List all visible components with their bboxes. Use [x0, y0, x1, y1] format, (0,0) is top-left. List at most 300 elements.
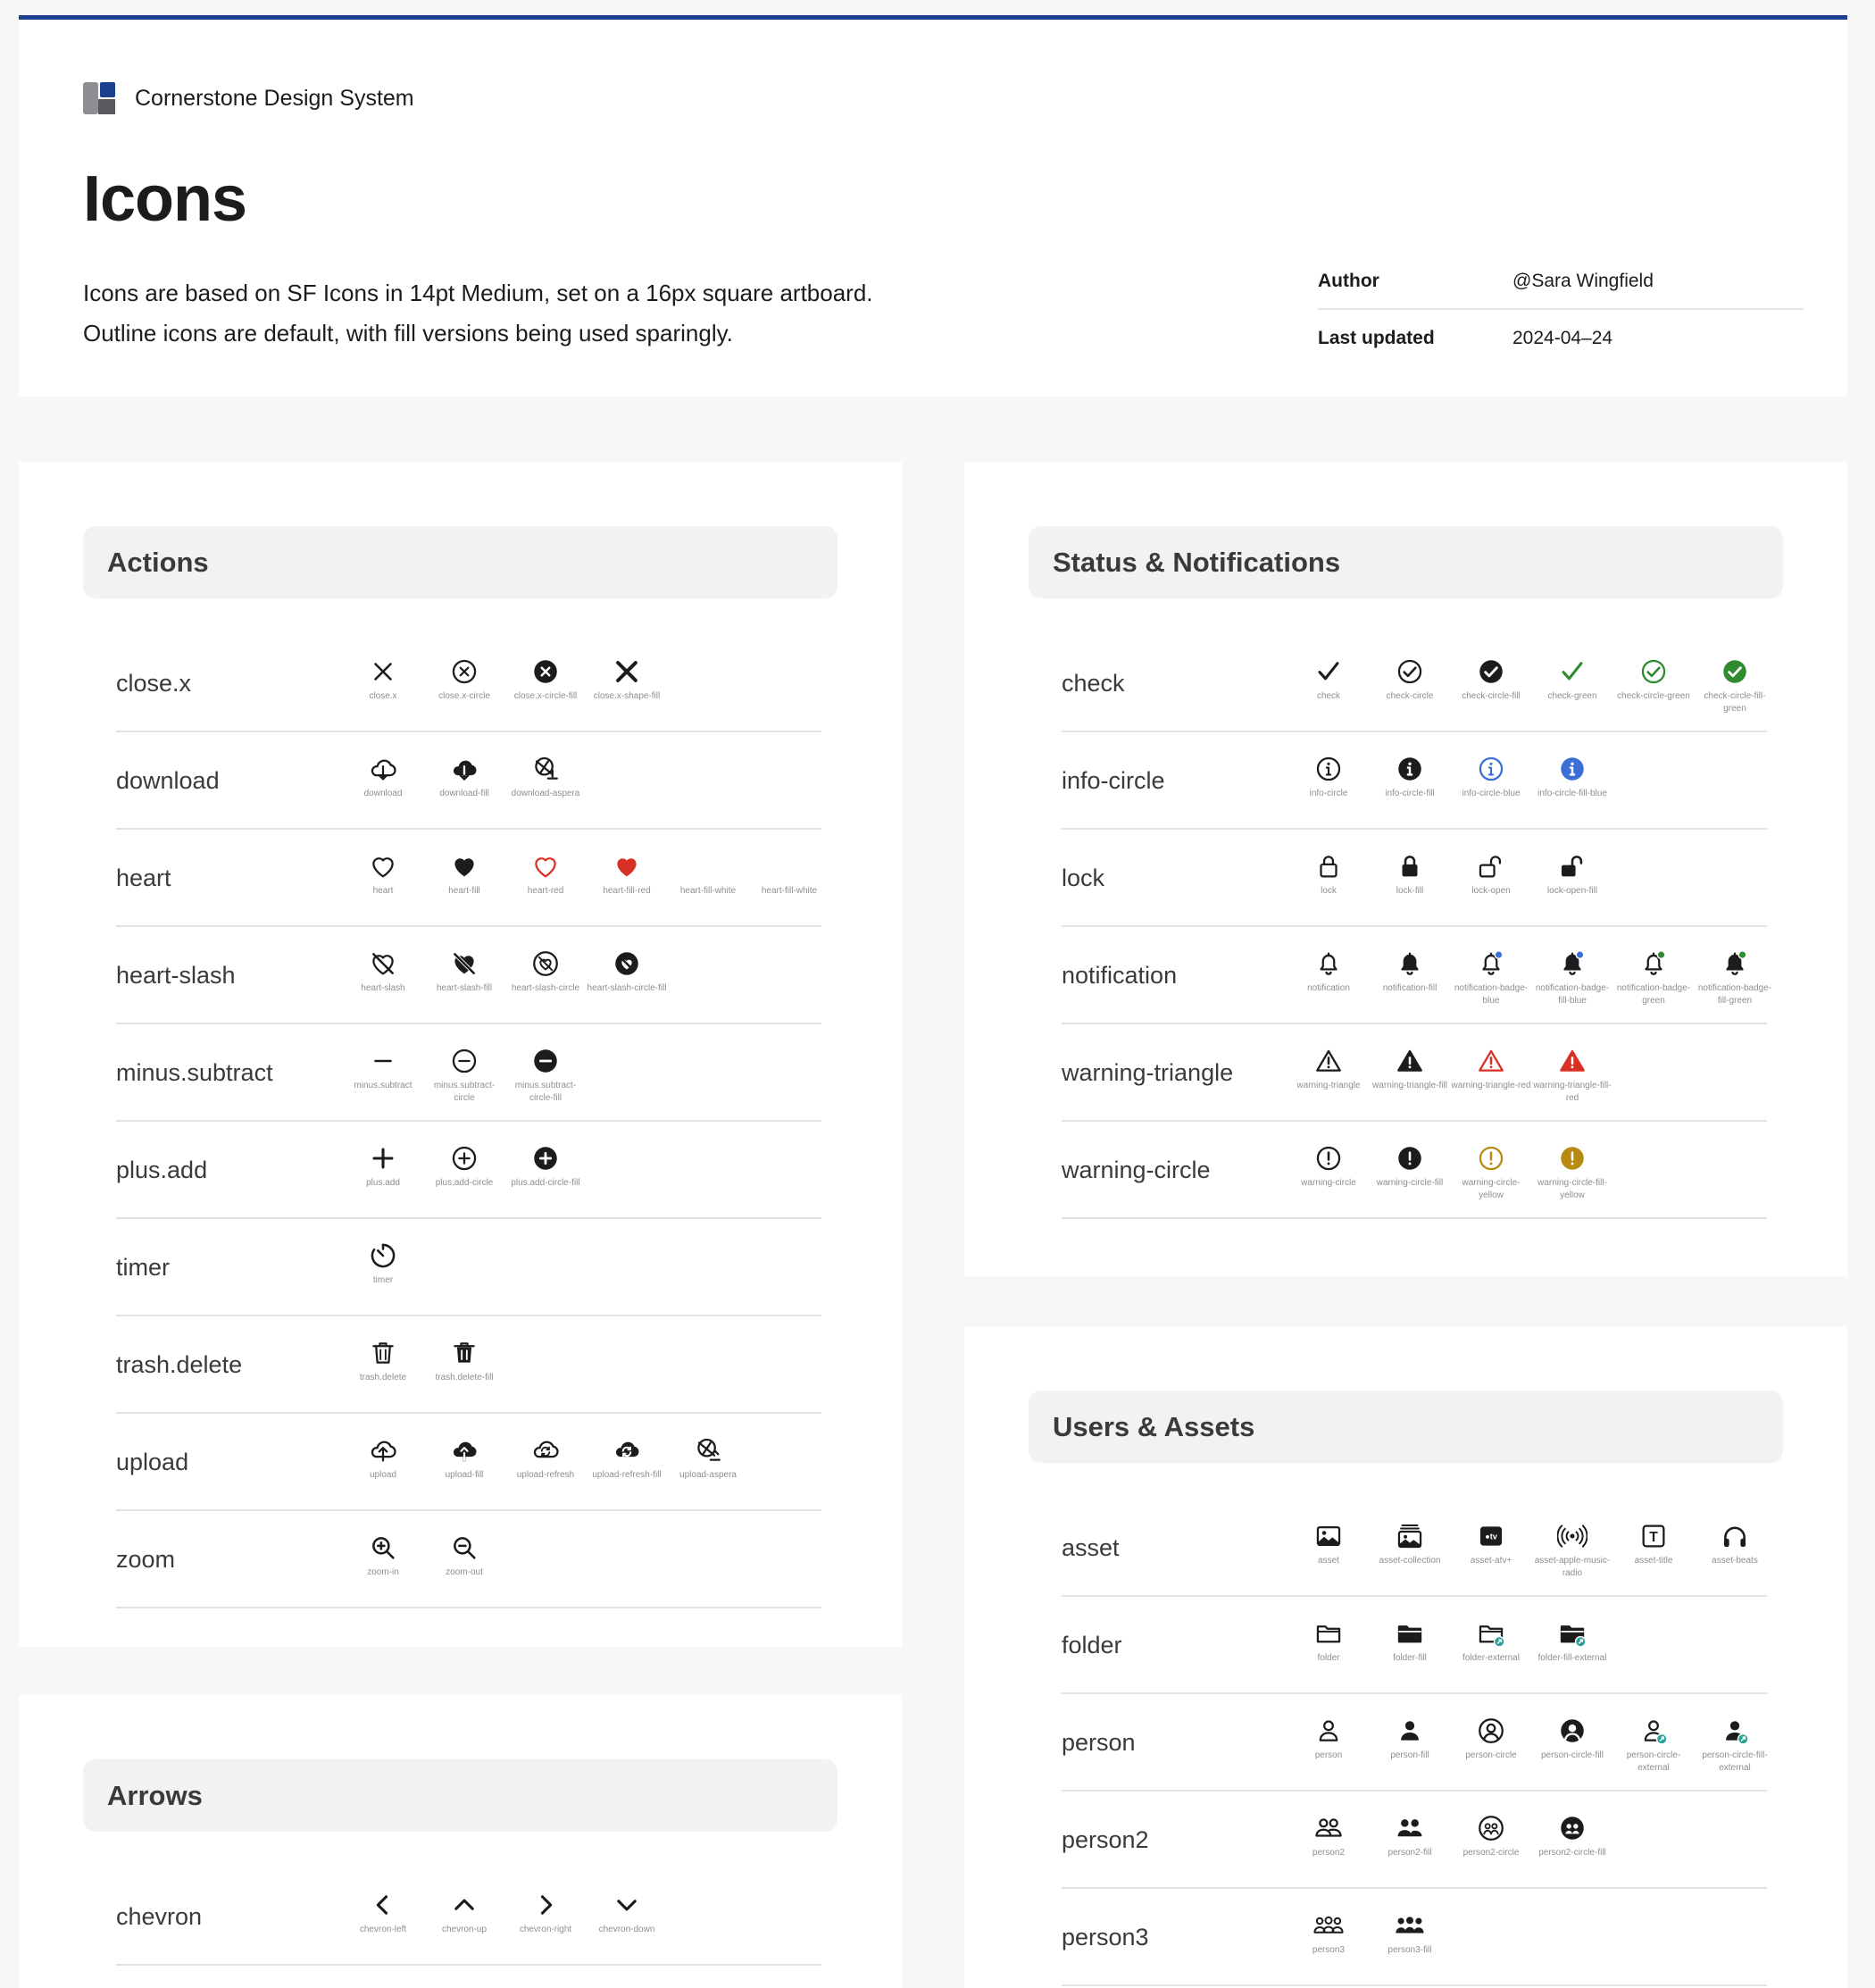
icon-caption: folder-fill — [1393, 1653, 1427, 1663]
icon-tile[interactable] — [1613, 948, 1694, 1007]
plus.add-circle-fill-icon — [530, 1143, 561, 1174]
icon-caption: heart — [372, 886, 394, 896]
icon-caption: asset-collection — [1379, 1556, 1441, 1566]
person-circle-external-icon — [1638, 1716, 1669, 1746]
icon-caption: check-green — [1547, 691, 1597, 701]
icon-caption: heart-slash-circle-fill — [587, 983, 667, 993]
icon-caption: person-circle-fill-external — [1702, 1750, 1768, 1773]
asset-title-icon — [1638, 1521, 1669, 1551]
icon-caption: person3 — [1312, 1945, 1346, 1955]
person3-fill-icon — [1395, 1910, 1425, 1941]
icon-tile[interactable] — [1370, 1521, 1450, 1567]
icon-caption: warning-circle-yellow — [1462, 1178, 1521, 1200]
icon-tile[interactable] — [1532, 754, 1612, 800]
icon-row-trash-delete — [116, 1316, 821, 1414]
asset-atv+-icon — [1476, 1521, 1506, 1551]
icon-tile[interactable] — [1695, 656, 1775, 715]
icon-tile[interactable] — [1451, 851, 1531, 898]
icon-caption: warning-triangle-red — [1451, 1081, 1531, 1090]
icon-caption: upload-aspera — [679, 1470, 737, 1480]
icon-rows — [1062, 635, 1772, 1219]
icon-caption: plus.add-circle-fill — [511, 1178, 580, 1188]
close.x-circle-icon — [449, 656, 479, 687]
upload-refresh-fill-icon — [612, 1435, 642, 1466]
description-line-2: Outline icons are default, with fill versions being used sparingly. — [83, 320, 733, 347]
heart-slash-circle-fill-icon — [612, 948, 642, 979]
icon-tile[interactable] — [1451, 1618, 1531, 1665]
icon-tile[interactable] — [424, 1435, 504, 1482]
download-aspera-icon — [530, 754, 561, 784]
icon-row-minus-subtract — [116, 1024, 821, 1122]
icon-caption: warning-triangle-fill-red — [1533, 1081, 1612, 1103]
icon-row-label: warning-triangle — [1062, 1059, 1234, 1086]
icon-tile[interactable] — [1451, 1716, 1531, 1762]
icon-tile[interactable] — [1370, 656, 1450, 703]
icon-row-asset — [1062, 1499, 1767, 1597]
plus.add-icon — [368, 1143, 398, 1174]
person2-circle-icon — [1476, 1813, 1506, 1843]
icon-tile[interactable] — [1370, 1046, 1450, 1092]
check-circle-fill-icon — [1476, 656, 1506, 687]
icon-row-warning-circle — [1062, 1122, 1767, 1219]
icon-tile[interactable] — [424, 948, 504, 995]
section-header — [1029, 526, 1783, 598]
chevron-right-icon — [530, 1890, 561, 1920]
lock-fill-icon — [1395, 851, 1425, 881]
icon-row-label: minus.subtract — [116, 1059, 273, 1086]
icon-tile[interactable] — [587, 1435, 667, 1482]
icon-caption: heart-slash-circle — [511, 983, 580, 993]
icon-row-warning-triangle — [1062, 1024, 1767, 1122]
upload-aspera-icon — [693, 1435, 723, 1466]
icon-caption: trash.delete-fill — [435, 1373, 494, 1382]
icon-tile[interactable] — [1288, 851, 1369, 898]
icon-tile[interactable] — [1370, 1813, 1450, 1859]
icon-tile[interactable] — [1451, 1813, 1531, 1859]
icon-caption: heart-fill-white — [679, 886, 737, 896]
icon-caption: warning-circle-fill-yellow — [1538, 1178, 1607, 1200]
icon-caption: lock-fill — [1396, 886, 1424, 896]
timer-icon — [368, 1240, 398, 1271]
icon-caption: chevron-right — [519, 1925, 572, 1934]
zoom-out-icon — [449, 1533, 479, 1563]
folder-fill-external-icon — [1557, 1618, 1588, 1649]
icon-caption: person-circle-fill — [1540, 1750, 1604, 1760]
icon-rows — [116, 635, 821, 1608]
asset-beats-icon — [1720, 1521, 1750, 1551]
icon-caption: person — [1314, 1750, 1343, 1760]
heart-fill-red-icon — [612, 851, 642, 881]
icon-row-label: download — [116, 767, 220, 794]
icon-tile[interactable] — [1370, 851, 1450, 898]
icon-row-label: close.x — [116, 670, 192, 697]
upload-refresh-icon — [530, 1435, 561, 1466]
icon-tile[interactable] — [1370, 1910, 1450, 1957]
meta-key: Author — [1318, 270, 1379, 291]
icon-tile[interactable] — [587, 948, 667, 995]
info-circle-blue-icon — [1476, 754, 1506, 784]
icon-tile[interactable] — [749, 851, 829, 898]
minus.subtract-icon — [368, 1046, 398, 1076]
icon-caption: notification-fill — [1382, 983, 1438, 993]
icon-caption: chevron-up — [441, 1925, 488, 1934]
icon-tile[interactable] — [1288, 1716, 1369, 1762]
meta-value: 2024-04–24 — [1512, 327, 1613, 348]
brand-name: Cornerstone Design System — [135, 85, 414, 111]
icon-row-label: asset — [1062, 1534, 1120, 1561]
icon-tile[interactable] — [1370, 1143, 1450, 1190]
icon-tile[interactable] — [1370, 1618, 1450, 1665]
plus.add-circle-icon — [449, 1143, 479, 1174]
section-title: Arrows — [107, 1780, 203, 1811]
icon-row-lock — [1062, 830, 1767, 927]
icon-caption: asset-atv+ — [1470, 1556, 1512, 1566]
page-description — [83, 273, 873, 354]
icon-caption: heart-slash — [361, 983, 405, 993]
icon-row-heart-slash — [116, 927, 821, 1024]
meta-table — [1318, 254, 1804, 366]
icon-caption: heart-fill-red — [603, 886, 651, 896]
section-title: Status & Notifications — [1053, 547, 1341, 578]
icon-tile[interactable] — [424, 1533, 504, 1579]
notification-fill-icon — [1395, 948, 1425, 979]
icon-caption: notification-badge-fill-blue — [1535, 983, 1610, 1006]
icon-row-label: person3 — [1062, 1924, 1149, 1950]
icon-tile[interactable] — [1451, 1521, 1531, 1567]
icon-caption: info-circle-fill-blue — [1538, 789, 1607, 798]
icon-tile[interactable] — [1288, 754, 1369, 800]
person2-fill-icon — [1395, 1813, 1425, 1843]
icon-tile[interactable] — [1532, 1716, 1612, 1762]
icon-tile[interactable] — [343, 1143, 423, 1190]
icon-row-label: folder — [1062, 1632, 1122, 1658]
icon-row-upload — [116, 1414, 821, 1511]
icon-caption: folder-fill-external — [1538, 1653, 1607, 1663]
icon-caption: notification-badge-fill-green — [1697, 983, 1772, 1006]
page-title: Icons — [83, 163, 247, 235]
svg-text:T: T — [1649, 1530, 1658, 1546]
icon-caption: lock — [1321, 886, 1337, 896]
notification-badge-green-icon — [1638, 948, 1669, 979]
icon-caption: person-fill — [1390, 1750, 1429, 1760]
icon-tile[interactable] — [587, 851, 667, 898]
icon-caption: asset — [1318, 1556, 1339, 1566]
icon-caption: lock-open-fill — [1546, 886, 1598, 896]
icon-row-zoom — [116, 1511, 821, 1608]
icon-caption: person2-circle-fill — [1538, 1848, 1606, 1858]
icon-caption: minus.subtract — [354, 1081, 412, 1090]
status-notifications-panel — [964, 462, 1847, 1276]
heart-fill-white-icon — [693, 851, 723, 881]
icon-row-folder — [1062, 1597, 1767, 1694]
icon-row-label: check — [1062, 670, 1125, 697]
icon-row-check — [1062, 635, 1767, 732]
icon-caption: person2-circle — [1462, 1848, 1520, 1858]
icon-tile[interactable] — [343, 851, 423, 898]
icon-row-label: person — [1062, 1729, 1136, 1756]
icon-tile[interactable] — [343, 1338, 423, 1384]
icon-caption: zoom-out — [446, 1567, 483, 1577]
icon-tile[interactable] — [1532, 656, 1612, 703]
icon-caption: lock-open — [1471, 886, 1511, 896]
heart-icon — [368, 851, 398, 881]
asset-icon — [1313, 1521, 1344, 1551]
icon-caption: person-circle-external — [1626, 1750, 1681, 1773]
download-fill-icon — [449, 754, 479, 784]
icon-caption: warning-circle — [1301, 1178, 1356, 1188]
minus.subtract-circle-fill-icon — [530, 1046, 561, 1076]
person-circle-fill-icon — [1557, 1716, 1588, 1746]
icon-caption: info-circle-fill — [1385, 789, 1435, 798]
heart-fill-icon — [449, 851, 479, 881]
minus.subtract-circle-icon — [449, 1046, 479, 1076]
icon-tile[interactable] — [1370, 1716, 1450, 1762]
icon-rows — [116, 1868, 821, 1966]
heart-red-icon — [530, 851, 561, 881]
svg-text:●tv: ●tv — [1485, 1532, 1497, 1541]
icon-tile[interactable] — [424, 1143, 504, 1190]
icon-tile[interactable] — [505, 1435, 586, 1482]
icon-row-person3 — [1062, 1889, 1767, 1986]
icon-row-label: notification — [1062, 962, 1178, 989]
section-header — [83, 526, 838, 598]
icon-tile[interactable] — [505, 656, 586, 703]
icon-tile[interactable] — [1451, 1046, 1531, 1092]
meta-value[interactable]: @Sara Wingfield — [1512, 270, 1654, 291]
icon-tile[interactable] — [505, 754, 586, 800]
icon-caption: asset-beats — [1712, 1556, 1758, 1566]
icon-tile[interactable] — [1288, 1910, 1369, 1957]
icon-tile[interactable] — [1451, 1143, 1531, 1202]
icon-caption: folder-external — [1462, 1653, 1520, 1663]
notification-badge-fill-blue-icon — [1557, 948, 1588, 979]
icon-tile[interactable] — [1288, 1046, 1369, 1092]
icon-row-label: plus.add — [116, 1157, 208, 1183]
person2-icon — [1313, 1813, 1344, 1843]
icon-caption: close.x — [369, 691, 397, 701]
icon-tile[interactable] — [668, 851, 748, 898]
icon-tile[interactable] — [1532, 1143, 1612, 1202]
notification-badge-blue-icon — [1476, 948, 1506, 979]
icon-rows — [1062, 1499, 1767, 1986]
warning-circle-icon — [1313, 1143, 1344, 1174]
icon-tile[interactable] — [1288, 1813, 1369, 1859]
section-title: Actions — [107, 547, 209, 578]
icon-tile[interactable] — [505, 1046, 586, 1105]
icon-tile[interactable] — [505, 1143, 586, 1190]
icon-row-notification — [1062, 927, 1772, 1024]
icon-tile[interactable] — [1451, 656, 1531, 703]
icon-tile[interactable] — [505, 1890, 586, 1936]
icon-tile[interactable] — [1288, 1521, 1369, 1567]
icon-tile[interactable] — [343, 1046, 423, 1092]
warning-circle-fill-yellow-icon — [1557, 1143, 1588, 1174]
lock-open-icon — [1476, 851, 1506, 881]
icon-caption: heart-red — [527, 886, 564, 896]
icon-row-label: info-circle — [1062, 767, 1165, 794]
folder-icon — [1313, 1618, 1344, 1649]
heart-slash-fill-icon — [449, 948, 479, 979]
icon-caption: plus.add — [366, 1178, 400, 1188]
person3-icon — [1313, 1910, 1344, 1941]
section-header — [1029, 1391, 1783, 1463]
icon-tile[interactable] — [1532, 1521, 1612, 1580]
icon-tile[interactable] — [424, 754, 504, 800]
close.x-circle-fill-icon — [530, 656, 561, 687]
icon-row-label: person2 — [1062, 1826, 1149, 1853]
download-icon — [368, 754, 398, 784]
icon-row-close-x — [116, 635, 821, 732]
icon-caption: warning-triangle-fill — [1372, 1081, 1447, 1090]
icon-caption: person3-fill — [1388, 1945, 1432, 1955]
icon-caption: upload-refresh-fill — [592, 1470, 662, 1480]
icon-row-label: trash.delete — [116, 1351, 243, 1378]
icon-caption: heart-fill-white — [761, 886, 818, 896]
lock-icon — [1313, 851, 1344, 881]
icon-tile[interactable] — [1532, 1618, 1612, 1665]
icon-caption: zoom-in — [367, 1567, 399, 1577]
icon-row-person2 — [1062, 1792, 1767, 1889]
warning-triangle-fill-icon — [1395, 1046, 1425, 1076]
icon-tile[interactable] — [1613, 656, 1694, 703]
icon-caption: trash.delete — [359, 1373, 407, 1382]
icon-tile[interactable] — [1451, 754, 1531, 800]
icon-tile[interactable] — [343, 1240, 423, 1287]
zoom-in-icon — [368, 1533, 398, 1563]
meta-row-author — [1318, 254, 1804, 310]
icon-caption: person2 — [1312, 1848, 1346, 1858]
icon-tile[interactable] — [1613, 1716, 1694, 1775]
icon-caption: person-circle — [1465, 1750, 1517, 1760]
page-header — [19, 15, 1847, 397]
icon-caption: upload-refresh — [516, 1470, 575, 1480]
icon-caption: download-fill — [439, 789, 489, 798]
icon-tile[interactable] — [343, 948, 423, 995]
icon-caption: check-circle-fill-green — [1704, 691, 1766, 714]
icon-tile[interactable] — [1532, 1046, 1612, 1105]
meta-key: Last updated — [1318, 327, 1435, 348]
icon-caption: upload — [369, 1470, 397, 1480]
person-icon — [1313, 1716, 1344, 1746]
heart-slash-circle-icon — [530, 948, 561, 979]
icon-caption: chevron-left — [359, 1925, 407, 1934]
info-circle-fill-blue-icon — [1557, 754, 1588, 784]
chevron-up-icon — [449, 1890, 479, 1920]
icon-tile[interactable] — [505, 948, 586, 995]
icon-tile[interactable] — [1288, 656, 1369, 703]
icon-tile[interactable] — [505, 851, 586, 898]
icon-tile[interactable] — [343, 1890, 423, 1936]
warning-triangle-icon — [1313, 1046, 1344, 1076]
icon-tile[interactable] — [1370, 754, 1450, 800]
icon-tile[interactable] — [587, 1890, 667, 1936]
icon-caption: download — [363, 789, 403, 798]
icon-row-label: heart — [116, 865, 171, 891]
icon-row-plus-add — [116, 1122, 821, 1219]
icon-caption: timer — [372, 1275, 394, 1285]
notification-badge-fill-green-icon — [1720, 948, 1750, 979]
icon-caption: warning-triangle — [1296, 1081, 1361, 1090]
close.x-shape-fill-icon — [612, 656, 642, 687]
icon-tile[interactable] — [343, 1533, 423, 1579]
icon-tile[interactable] — [1613, 1521, 1694, 1567]
icon-row-label: zoom — [116, 1546, 176, 1573]
icon-row-label: upload — [116, 1449, 189, 1475]
icon-tile[interactable] — [1370, 948, 1450, 995]
info-circle-icon — [1313, 754, 1344, 784]
icon-tile[interactable] — [1695, 948, 1775, 1007]
icon-row-label: warning-circle — [1062, 1157, 1211, 1183]
actions-panel — [19, 462, 902, 1647]
icon-tile[interactable] — [424, 1890, 504, 1936]
icon-tile[interactable] — [587, 656, 667, 703]
icon-row-timer — [116, 1219, 821, 1316]
heart-fill-white-icon — [774, 851, 804, 881]
icon-tile[interactable] — [1451, 948, 1531, 1007]
icon-row-label: lock — [1062, 865, 1105, 891]
icon-caption: notification-badge-blue — [1454, 983, 1529, 1006]
icon-tile[interactable] — [424, 1046, 504, 1105]
icon-tile[interactable] — [343, 656, 423, 703]
asset-collection-icon — [1395, 1521, 1425, 1551]
icon-tile[interactable] — [1532, 948, 1612, 1007]
icon-tile[interactable] — [1288, 1143, 1369, 1190]
icon-row-heart — [116, 830, 821, 927]
icon-tile[interactable] — [1695, 1521, 1775, 1567]
check-circle-icon — [1395, 656, 1425, 687]
icon-caption: close.x-circle-fill — [513, 691, 578, 701]
section-header — [83, 1759, 838, 1832]
icon-caption: check — [1316, 691, 1341, 701]
icon-caption: check-circle — [1386, 691, 1434, 701]
folder-external-icon — [1476, 1618, 1506, 1649]
icon-caption: minus.subtract-circle-fill — [514, 1081, 577, 1103]
icon-tile[interactable] — [1288, 948, 1369, 995]
check-green-icon — [1557, 656, 1588, 687]
icon-row-info-circle — [1062, 732, 1767, 830]
icon-tile[interactable] — [1532, 1813, 1612, 1859]
icon-tile[interactable] — [424, 1338, 504, 1384]
check-circle-green-icon — [1638, 656, 1669, 687]
icon-row-person — [1062, 1694, 1767, 1792]
icon-caption: plus.add-circle — [435, 1178, 494, 1188]
warning-triangle-fill-red-icon — [1557, 1046, 1588, 1076]
icon-caption: check-circle-green — [1617, 691, 1690, 701]
trash.delete-fill-icon — [449, 1338, 479, 1368]
icon-caption: download-aspera — [511, 789, 580, 798]
icon-tile[interactable] — [343, 1435, 423, 1482]
upload-icon — [368, 1435, 398, 1466]
cornerstone-logo-icon — [83, 82, 115, 114]
brand — [83, 82, 414, 114]
asset-apple-music-radio-icon — [1557, 1521, 1588, 1551]
icon-caption: close.x-shape-fill — [593, 691, 661, 701]
icon-caption: info-circle-blue — [1462, 789, 1521, 798]
icon-tile[interactable] — [343, 754, 423, 800]
icon-tile[interactable] — [1288, 1618, 1369, 1665]
icon-tile[interactable] — [668, 1435, 748, 1482]
info-circle-fill-icon — [1395, 754, 1425, 784]
icon-tile[interactable] — [424, 656, 504, 703]
person-circle-icon — [1476, 1716, 1506, 1746]
icon-tile[interactable] — [1695, 1716, 1775, 1775]
arrows-panel — [19, 1695, 902, 1988]
icon-tile[interactable] — [1532, 851, 1612, 898]
icon-tile[interactable] — [424, 851, 504, 898]
warning-circle-fill-icon — [1395, 1143, 1425, 1174]
icon-caption: warning-circle-fill — [1376, 1178, 1444, 1188]
icon-caption: asset-title — [1634, 1556, 1673, 1566]
